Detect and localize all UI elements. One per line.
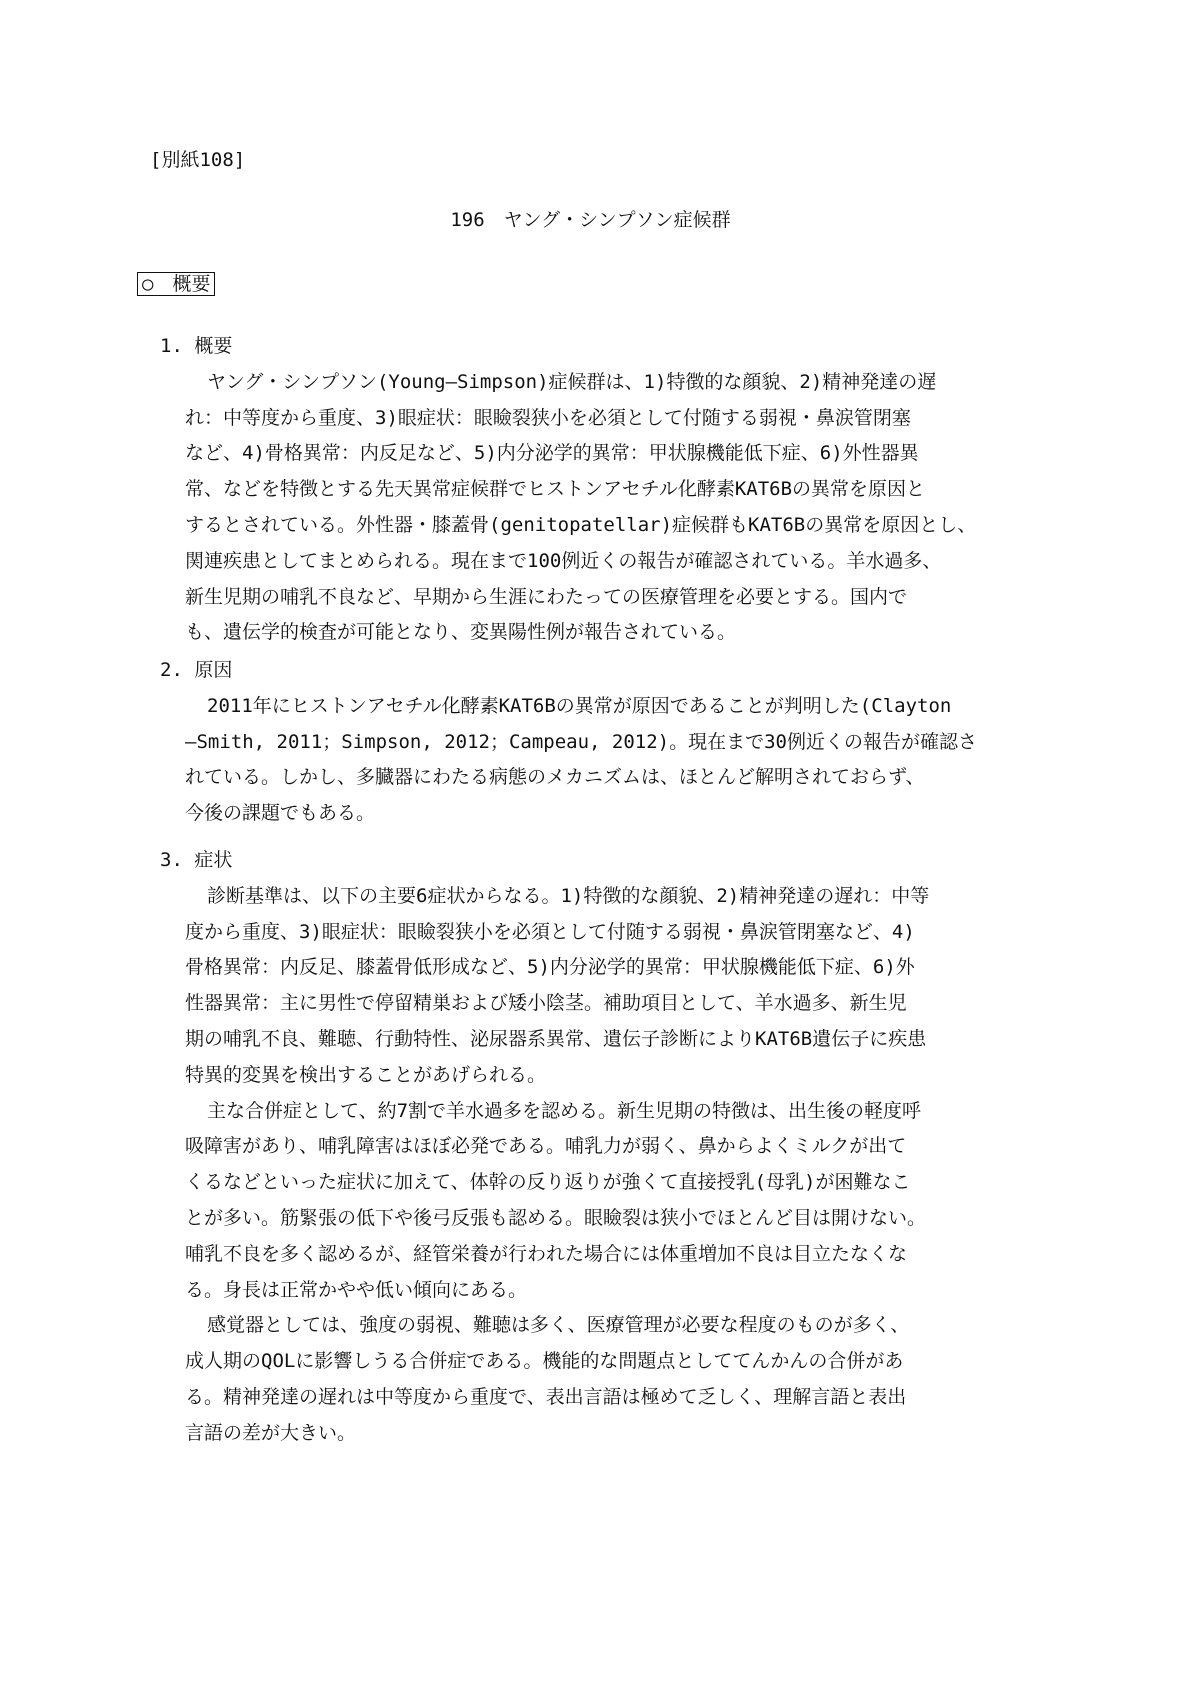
paragraph-line: とが多い。筋緊張の低下や後弓反張も認める。眼瞼裂は狭小でほとんど目は開けない。 <box>185 1206 927 1229</box>
section-heading: 2. 原因 <box>160 659 233 681</box>
outline-box: ○ 概要 <box>137 272 215 296</box>
paragraph-line: 吸障害があり、哺乳障害はほぼ必発である。哺乳力が弱く、鼻からよくミルクが出て <box>185 1135 907 1158</box>
paragraph-line: 常、などを特徴とする先天異常症候群でヒストンアセチル化酵素KAT6Bの異常を原因と <box>185 478 926 501</box>
paragraph-line: 関連疾患としてまとめられる。現在まで100例近くの報告が確認されている。羊水過多、 <box>185 549 942 572</box>
page-title: 196 ヤング・シンプソン症候群 <box>450 209 731 231</box>
paragraph-line: れ：中等度から重度、3)眼症状：眼瞼裂狭小を必須として付随する弱視・鼻涙管閉塞 <box>185 406 911 429</box>
paragraph-line: る。精神発達の遅れは中等度から重度で、表出言語は極めて乏しく、理解言語と表出 <box>185 1385 907 1408</box>
attachment-label: [別紙108] <box>150 149 246 171</box>
paragraph-line: 度から重度、3)眼症状：眼瞼裂狭小を必須として付随する弱視・鼻涙管閉塞など、4) <box>185 920 915 943</box>
paragraph-line: 特異的変異を検出することがあげられる。 <box>185 1063 547 1086</box>
section-body <box>160 365 976 651</box>
paragraph-line: 主な合併症として、約7割で羊水過多を認める。新生児期の特徴は、出生後の軽度呼 <box>207 1099 922 1122</box>
section-body <box>160 879 929 1452</box>
paragraph-line: ―Smith, 2011；Simpson, 2012；Campeau, 2012)。現在まで30例近くの報告が確認さ <box>185 730 977 753</box>
paragraph-line: するとされている。外性器・膝蓋骨(genitopatellar)症候群もKAT6Bの異常を原因とし、 <box>185 513 977 536</box>
section-cause <box>160 653 977 832</box>
paragraph-line: 今後の課題でもある。 <box>185 802 376 825</box>
paragraph-line: 期の哺乳不良、難聴、行動特性、泌尿器系異常、遺伝子診断によりKAT6B遺伝子に疾患 <box>185 1027 927 1050</box>
section-body <box>160 689 977 832</box>
paragraph-line: ヤング・シンプソン(Young―Simpson)症候群は、1)特徴的な顔貌、2)精神発達の遅 <box>207 370 937 393</box>
paragraph-line: くるなどといった症状に加えて、体幹の反り返りが強くて直接授乳(母乳)が困難なこ <box>185 1171 911 1194</box>
paragraph-line: 言語の差が大きい。 <box>185 1421 357 1444</box>
section-heading: 1. 概要 <box>160 335 233 357</box>
paragraph-line: など、4)骨格異常：内反足など、5)内分泌学的異常：甲状腺機能低下症、6)外性器異 <box>185 442 919 465</box>
paragraph-line: 新生児期の哺乳不良など、早期から生涯にわたっての医療管理を必要とする。国内で <box>185 585 908 608</box>
paragraph-line: 性器異常：主に男性で停留精巣および矮小陰茎。補助項目として、羊水過多、新生児 <box>185 992 907 1015</box>
paragraph-line: 感覚器としては、強度の弱視、難聴は多く、医療管理が必要な程度のものが多く、 <box>207 1314 910 1337</box>
section-symptoms <box>160 843 929 1452</box>
paragraph-line: 2011年にヒストンアセチル化酵素KAT6Bの異常が原因であることが判明した(Clayton <box>207 694 952 717</box>
paragraph-line: る。身長は正常かやや低い傾向にある。 <box>185 1278 528 1301</box>
section-heading: 3. 症状 <box>160 849 233 871</box>
section-overview <box>160 329 976 651</box>
paragraph-line: 診断基準は、以下の主要6症状からなる。1)特徴的な顔貌、2)精神発達の遅れ：中等 <box>207 884 930 907</box>
paragraph-line: も、遺伝学的検査が可能となり、変異陽性例が報告されている。 <box>185 621 737 644</box>
paragraph-line: 哺乳不良を多く認めるが、経管栄養が行われた場合には体重増加不良は目立たなくな <box>185 1242 908 1265</box>
paragraph-line: 成人期のQOLに影響しうる合併症である。機能的な問題点としててんかんの合併があ <box>185 1350 904 1373</box>
paragraph-line: れている。しかし、多臓器にわたる病態のメカニズムは、ほとんど解明されておらず、 <box>185 766 925 789</box>
paragraph-line: 骨格異常：内反足、膝蓋骨低形成など、5)内分泌学的異常：甲状腺機能低下症、6)外 <box>185 956 915 979</box>
